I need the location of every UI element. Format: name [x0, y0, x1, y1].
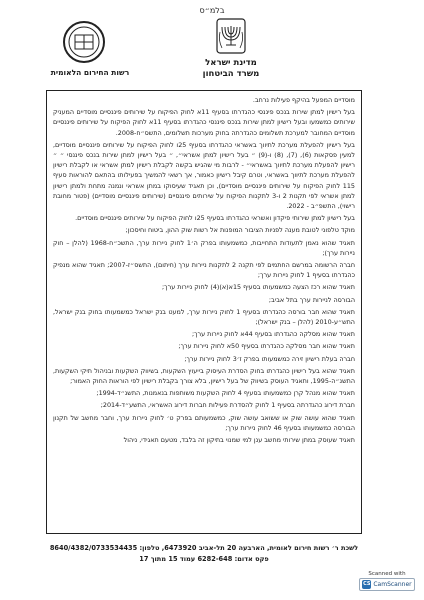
classification-note: בלמ״ס [199, 6, 225, 15]
body-paragraph: תאגיד שהוא חבר בורסה כהגדרתו בסעיף 1 לחוק ניירות ערך, למעט בנק ישראל כמשמעותו בחוק בנק ישראל, התש״ע-2010 (להלן – בנק ישראל); [53, 307, 355, 327]
body-paragraph: הבורסה לניירות ערך בתל אביב; [268, 295, 355, 304]
body-paragraph: חברת דירוג כהגדרתה בסעיף 1 לחוק להסדרת פעילות חברות דירוג האשראי, התשע״ד-2014; [100, 401, 355, 410]
scanner-brand: CamScanner [373, 581, 412, 588]
body-paragraph: תאגיד שהוא מנהל קרן כמשמעותו בסעיף 4 לחוק השקעות משותפות בנאמנות, התשנ״ד-1994; [96, 389, 355, 398]
scanner-badge [359, 578, 415, 591]
body-paragraph: חברה בעלת רישיון זירה כמשמעותו בפרק ז׳3 לחוק ניירות ערך; [184, 354, 355, 363]
body-paragraph: תאגיד שהוא חבר מסלקה כהגדרתו בסעיף 50א לחוק ניירות ערך; [178, 342, 355, 351]
body-paragraph: מוסדיים המפעל בהיקף פעילות נרחב. [252, 96, 355, 104]
body-paragraph: תאגיד שהוא מסלקה כהגדרתו בסעיף 44א לחוק ניירות ערך; [191, 330, 355, 339]
menorah-emblem-icon [216, 18, 246, 54]
footer-fax-page: פקס אדום: 6282-648 עמוד 15 מתוך 17 [139, 555, 269, 563]
ministry-header [198, 58, 264, 80]
camscanner-logo-icon: CS [363, 581, 371, 587]
document-body [46, 90, 362, 534]
body-paragraph: תאגיד שהוא רכז הצעה כמשמעותו בסעיף 15א(א)(4) לחוק ניירות ערך; [162, 283, 355, 292]
body-paragraph: חברה הרשומה במרשם החתמים לפי תקנה 2 לתקנות ניירות ערך (חיתום), התשס״ז-2007; תאגיד שהוא מנפיק כהגדרתו בסעיף 1 לחוק ניירות ערך; [53, 261, 355, 280]
ministry-name: משרד הביטחון [202, 69, 260, 79]
body-paragraph: תאגיד שהוא נאמן לתעודות התחייבות, כמשמעותו בפרק ה׳1 לחוק ניירות ערך, התשכ״ח-1968 (להלן – חוק ניירות ערך); [53, 238, 355, 257]
authority-seal-icon [62, 20, 106, 64]
footer-address: לשכת ר׳ רשות חירום לאומית, הארבעה 20 תל-אביב 6473920, טלפון: 8640/4382/0733534435 [49, 544, 359, 552]
authority-name: רשות החירום הלאומית [50, 68, 130, 77]
body-paragraph: בעל רישיון למתן שירותי פיקדון ואשראי כהגדרתו בסעיף 25ו לחוק הפיקוח על שירותים פיננסיים מוסדיים. [75, 214, 355, 223]
body-paragraph: מוקד טלפוני לטובת מענה לפניות הציבור המופנות אל רשות שוק ההון, ביטוח וחיסכון; [125, 226, 355, 235]
document-footer [40, 543, 368, 565]
body-paragraph: בעל רישיון למתן שירות בנכס פיננסי כהגדרתו בסעיף 11א לחוק הפיקוח על שירותים פיננסיים מוסדיים המעניק שירותים כמשמעו ובעל רישיון למתן שירות בנכס פיננסי כהגדרתו בסעיף 11א לחוק הפיקוח על שירותים פיננסיים מוסדיים המחובר למערכת תשלומים כהגדרתה בחוק מערכות תשלומים, התשס״ח-2008. [53, 108, 355, 137]
body-paragraph: בעל רישיון להפעלת מערכת לתיווך באשראי כהגדרתו בסעיף 25ו לחוק הפיקוח על שירותים פיננסיים מוסדיים, למעין פסקאות (6), (7), (8) ו-(9) ״ בעל רישיון למתן אשראי״, ״ בעל רישיון למתן שירות בנכס פיננסי ״ ״ רישיון להפעלת מערכת לתיווך באשראי״ - לרבות מי שהגיש בקשה לקבלת רישיון למתן אשראי או לקבלת רישיון להפעלת מערכת לתיווך באשראי, וטרם קיבל רישיון כאמור, אך רשאי להמשיך בפעילותו בהתאם להוראות סעיף 115 לחוק הפיקוח על שירותים פיננסיים מוסדיים), וכן תאגיד שעיסוקו במתן אשראי ונמנה מתחת ולמתן רישיון למתן אשראי לפי תקנות 2 ו-3 לתקנות הפיקוח על שירותים פיננסיים (שירותים פיננסיים מוסדיים) (פטור מחובת רישוי), התשפ״ב - 2022. [53, 140, 356, 211]
body-paragraph: תאגיד שעוסק במתן שירותי מחשב ענן למי שמנוי בתיקון זה בלבד, מטעם תאגידי, ניהול [123, 436, 355, 445]
state-name: מדינת ישראל [205, 58, 257, 68]
scanner-watermark [359, 571, 415, 591]
body-paragraph: תאגיד שהוא בעל רישיון כהגדרתו בחוק הסדרת העיסוק בייעוץ השקעות, בשיווק השקעות ובניהול תיקי השקעות, התשנ״ה-1995, ותאגיד העוסק בשיווק של בעל רישיון, בלא צורך בקבלת רישיון לפי הוראות החוק האמור; [53, 366, 355, 386]
scanner-label: Scanned with [368, 571, 406, 577]
body-paragraph: תאגיד שהוא עושה שוק או ששואב עושה שוק, כמשמעותם בפרק ט׳ לחוק ניירות ערך, וחבר מחשב של תקנון הבורסה כמשמעותו בסעיף 46 לחוק ניירות ערך; [53, 413, 355, 432]
